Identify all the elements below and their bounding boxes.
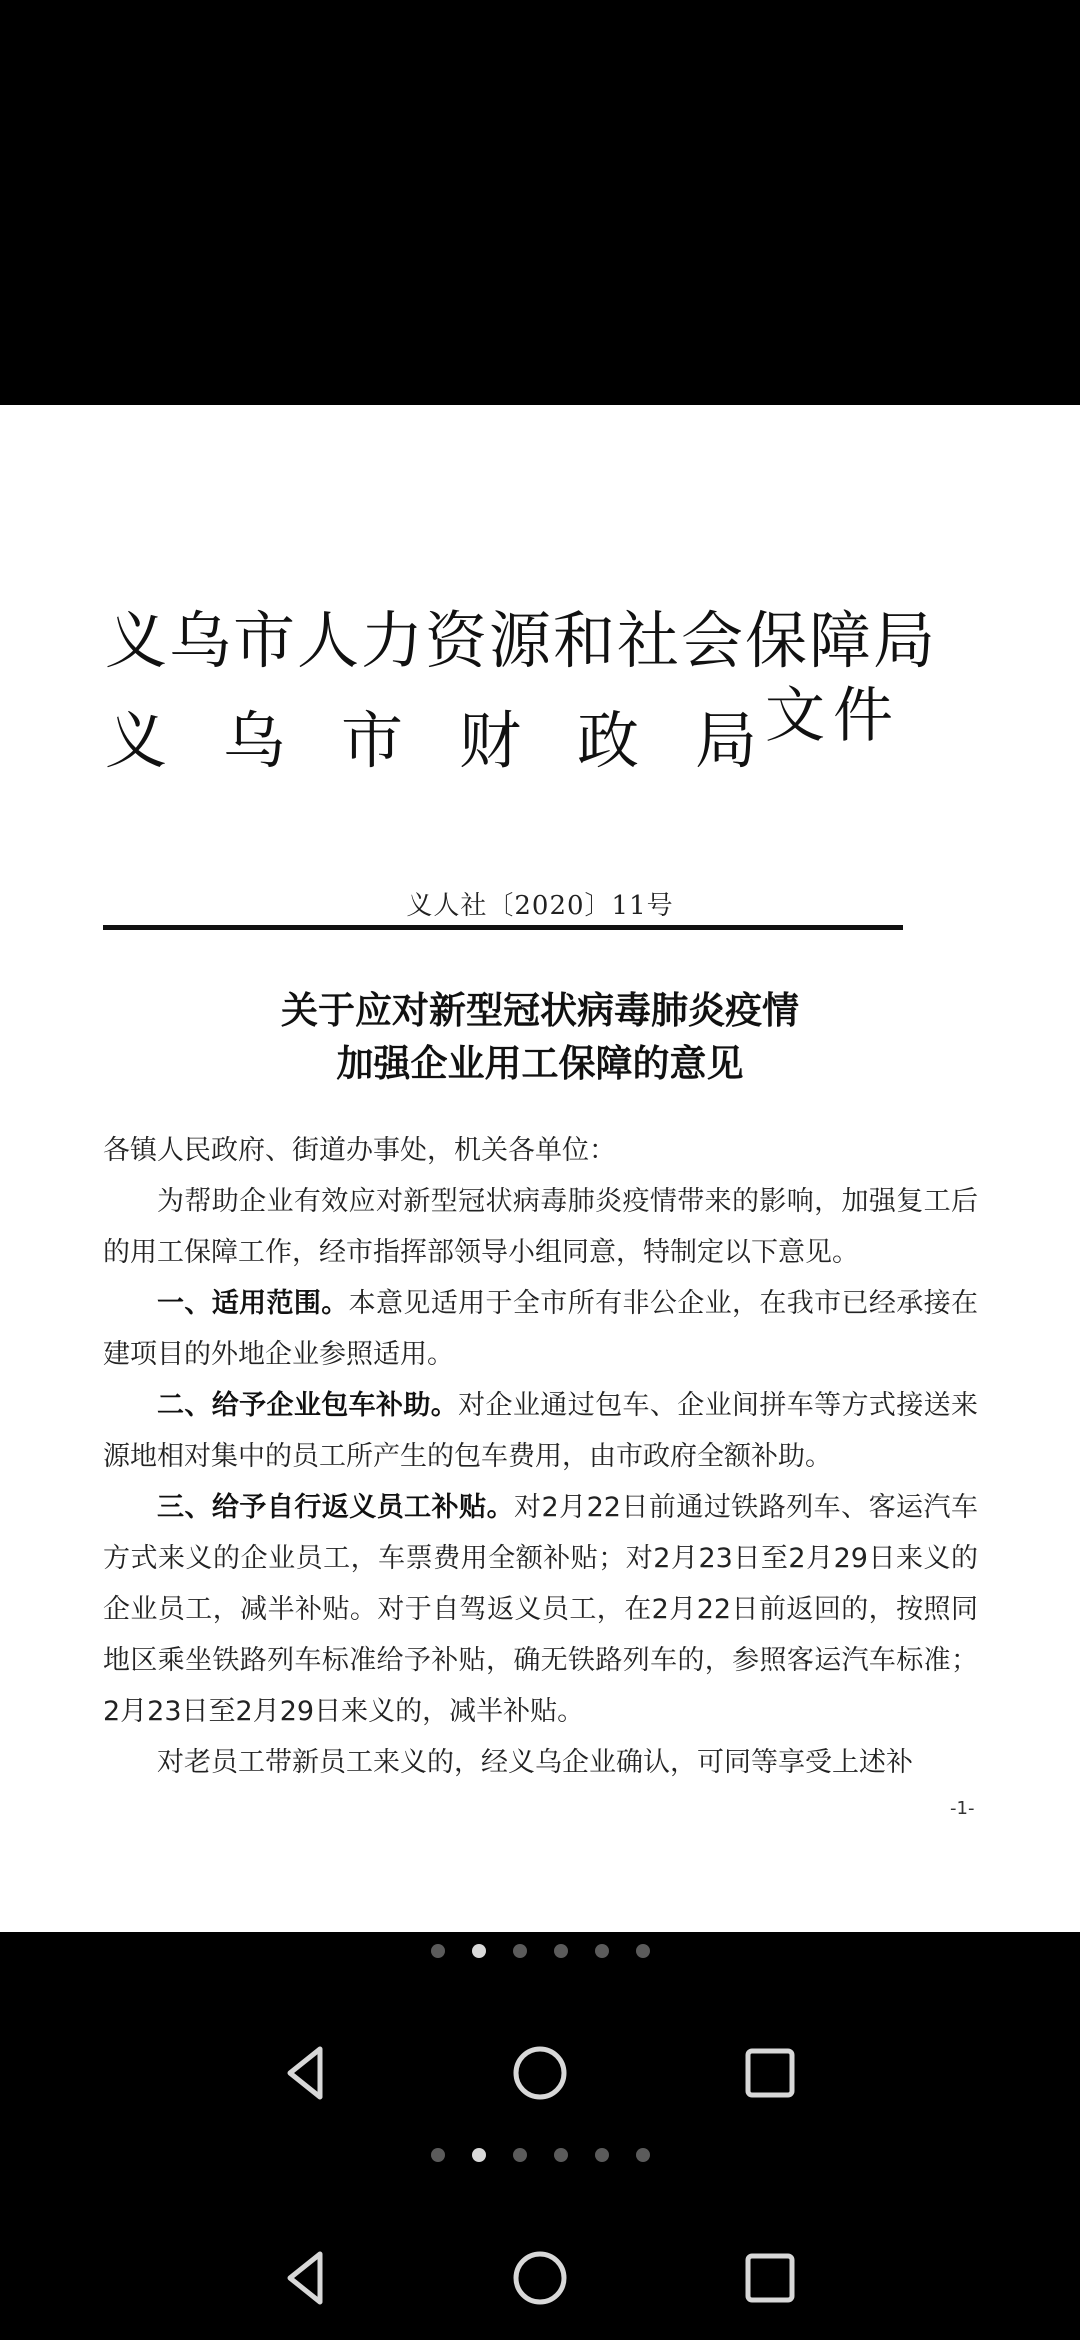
pager-dot-active[interactable] xyxy=(472,1944,486,1958)
section-3-heading: 三、给予自行返义员工补贴。 xyxy=(157,1492,515,1523)
section-2 xyxy=(103,1380,978,1482)
intro-paragraph: 为帮助企业有效应对新型冠状病毒肺炎疫情带来的影响，加强复工后的用工保障工作，经市指挥部领导小组同意，特制定以下意见。 xyxy=(103,1186,978,1268)
continuation-paragraph: 对老员工带新员工来义的，经义乌企业确认，可同等享受上述补 xyxy=(157,1747,913,1778)
issuer-line-1: 义乌市人力资源和社会保障局 xyxy=(105,604,938,677)
header-divider xyxy=(103,925,903,930)
recents-square-icon xyxy=(730,2033,810,2113)
back-triangle-icon xyxy=(268,2238,348,2318)
system-navigation-bar-secondary xyxy=(0,2238,1080,2338)
document-page xyxy=(0,405,1080,1932)
issuer-header xyxy=(105,604,945,820)
document-number: 义人社〔2020〕11号 xyxy=(406,891,674,921)
pager-dot[interactable] xyxy=(431,2148,445,2162)
image-pager-dots-secondary xyxy=(0,2148,1080,2162)
pager-dot[interactable] xyxy=(636,1944,650,1958)
recents-button[interactable] xyxy=(730,2238,810,2318)
issuer-line-2: 义乌市财政局 xyxy=(105,704,814,777)
system-navigation-bar xyxy=(0,2033,1080,2133)
pager-dot[interactable] xyxy=(554,2148,568,2162)
home-button[interactable] xyxy=(500,2033,580,2113)
document-body xyxy=(103,1125,978,1788)
document-title-line-1: 关于应对新型冠状病毒肺炎疫情 xyxy=(281,989,799,1032)
page-number: -1- xyxy=(950,1798,975,1819)
pager-dot[interactable] xyxy=(431,1944,445,1958)
section-1-heading: 一、适用范围。 xyxy=(157,1288,349,1319)
section-3-text: 对2月22日前通过铁路列车、客运汽车方式来义的企业员工，车票费用全额补贴；对2月23日至2月29日来义的企业员工，减半补贴。对于自驾返义员工，在2月22日前返回的，按照同地区乘坐铁路列车标准给予补贴，确无铁路列车的，参照客运汽车标准；2月23日至2月29日来义的，减半补贴。 xyxy=(103,1492,978,1727)
recents-button[interactable] xyxy=(730,2033,810,2113)
pager-dot[interactable] xyxy=(554,1944,568,1958)
addressee: 各镇人民政府、街道办事处，机关各单位： xyxy=(103,1135,616,1166)
document-title-line-2: 加强企业用工保障的意见 xyxy=(336,1042,744,1085)
pager-dot[interactable] xyxy=(595,1944,609,1958)
pager-dot[interactable] xyxy=(595,2148,609,2162)
pager-dot[interactable] xyxy=(513,1944,527,1958)
pager-dot[interactable] xyxy=(636,2148,650,2162)
section-2-heading: 二、给予企业包车补助。 xyxy=(157,1390,459,1421)
back-button[interactable] xyxy=(268,2238,348,2318)
section-3 xyxy=(103,1482,978,1737)
home-circle-icon xyxy=(500,2033,580,2113)
back-button[interactable] xyxy=(268,2033,348,2113)
recents-square-icon xyxy=(730,2238,810,2318)
section-1-text: 本意见适用于全市所有非公企业，在我市已经承接在建项目的外地企业参照适用。 xyxy=(103,1288,979,1370)
pager-dot[interactable] xyxy=(513,2148,527,2162)
home-circle-icon xyxy=(500,2238,580,2318)
section-1 xyxy=(103,1278,978,1380)
pager-dot-active[interactable] xyxy=(472,2148,486,2162)
section-2-text: 对企业通过包车、企业间拼车等方式接送来源地相对集中的员工所产生的包车费用，由市政府全额补助。 xyxy=(103,1390,978,1472)
issuer-suffix: 文件 xyxy=(765,681,901,751)
image-pager-dots xyxy=(0,1944,1080,1958)
back-triangle-icon xyxy=(268,2033,348,2113)
home-button[interactable] xyxy=(500,2238,580,2318)
